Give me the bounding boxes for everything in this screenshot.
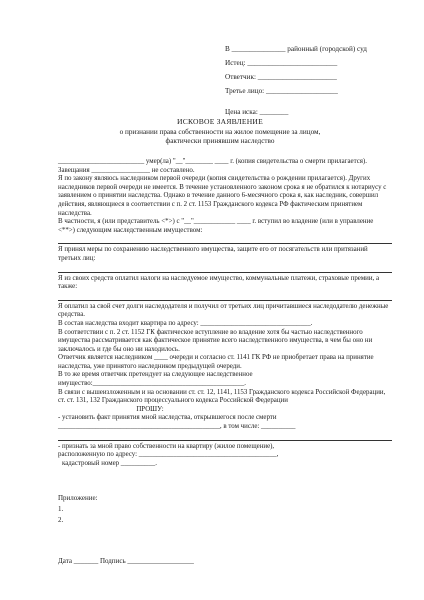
attachment-item-1: 1. — [58, 505, 64, 513]
title-subtitle-1: о признании права собственности на жилое помещение за лицом, — [119, 127, 321, 136]
attachment-item-2: 2. — [58, 516, 64, 524]
signature-line: Дата _______ Подпись ___________________ — [58, 557, 194, 565]
document-header — [225, 42, 420, 119]
title-main: ИСКОВОЕ ЗАЯВЛЕНИЕ — [177, 117, 263, 126]
paragraph-article-1152: В соответствии с п. 2 ст. 1152 ГК фактическое вступление во владение хотя бы частью наследственного имущества рассматривается как фактическое принятие всего наследственного имущества, в чем бы оно ни заключалось и где бы оно ни находилось. — [58, 328, 373, 353]
paragraph-claim-a: В то же время ответчик претендует на следующее наследственное — [58, 371, 253, 379]
blank-line — [58, 432, 392, 441]
attachments — [58, 493, 98, 526]
paragraph-preservation: Я принял меры по сохранению наследственного имущества, защите его от посягательств или притязаний третьих лиц: — [58, 246, 368, 262]
paragraph-legal-basis: В связи с вышеизложенным и на основании ст. ст. 12, 1141, 1153 Гражданского кодекса Российской Федерации, ст. ст. 131, 132 Гражданского процессуального кодекса Российской Федерации — [58, 388, 386, 405]
defendant-line: Ответчик: ______________________ — [225, 73, 337, 81]
request-2c: кадастровый номер __________. — [62, 459, 157, 467]
claim-price-line: Цена иска: ________ — [225, 108, 289, 116]
third-party-line: Третье лицо: ____________________ — [225, 87, 338, 95]
request-1a: - установить факт принятия мной наследства, открывшегося после смерти — [58, 414, 277, 422]
attachments-label: Приложение: — [58, 494, 98, 502]
court-line: В _______________ районный (городской) суд — [225, 45, 367, 53]
paragraph-heir: Я по закону являюсь наследником первой очереди (копия свидетельства о рождении прилагается). Других наследников первой очереди не имеется. В течение установленного законом срока я не обратился к нотариусу с заявлением о принятии наследства. Однако в течение данного 6-месячного срока я, как наследник, совершил действия, являющиеся в соответствии с п. 2 ст. 1153 Гражданского кодекса РФ фактическим принятием наследства. — [58, 175, 387, 217]
request-2a: - признать за мной право собственности на квартиру (жилое помещение), — [58, 442, 275, 450]
paragraph-debts: Я оплатил за свой счет долги наследодателя и получил от третьих лиц причитавшиеся наследодателю денежные средства. — [58, 302, 389, 319]
request-2b: расположенную по адресу: ________________________________________, — [58, 451, 279, 459]
paragraph-possession: В частности, я (или представитель <*>) с "__"____________ ____ г. вступил во владение (или в управление <**>) следующим наследственным имуществом: — [58, 218, 374, 234]
blank-line — [58, 292, 392, 301]
plaintiff-line: Истец: _________________________ — [225, 59, 338, 67]
blank-line — [58, 264, 392, 273]
blank-line — [58, 235, 392, 244]
paragraph-death: _________________________ умер(ла) "__"________ ____ г. (копия свидетельства о смерти прилагается). Завещания _________________ не составлено. — [58, 158, 367, 174]
request-heading: ПРОШУ: — [136, 405, 164, 413]
paragraph-apartment: В состав наследства входит квартира по адресу: ________________________________. — [58, 319, 313, 327]
request-1b: _______________________________________________, в том числе: __________ — [58, 423, 296, 431]
title-subtitle-2: фактически принявшим наследство — [165, 137, 275, 145]
paragraph-defendant: Ответчик является наследником ____ очереди и согласно ст. 1141 ГК РФ не приобретает права на принятие наследства, уже принятого наследником предыдущей очереди. — [58, 354, 374, 370]
paragraph-claim-b: имущество:____________________________________________. — [58, 380, 246, 388]
paragraph-payments: Я из своих средств оплатил налоги на наследуемое имущество, коммунальные платежи, страховые премии, а также: — [58, 274, 380, 291]
document-body — [58, 158, 392, 468]
document-title — [40, 117, 400, 147]
